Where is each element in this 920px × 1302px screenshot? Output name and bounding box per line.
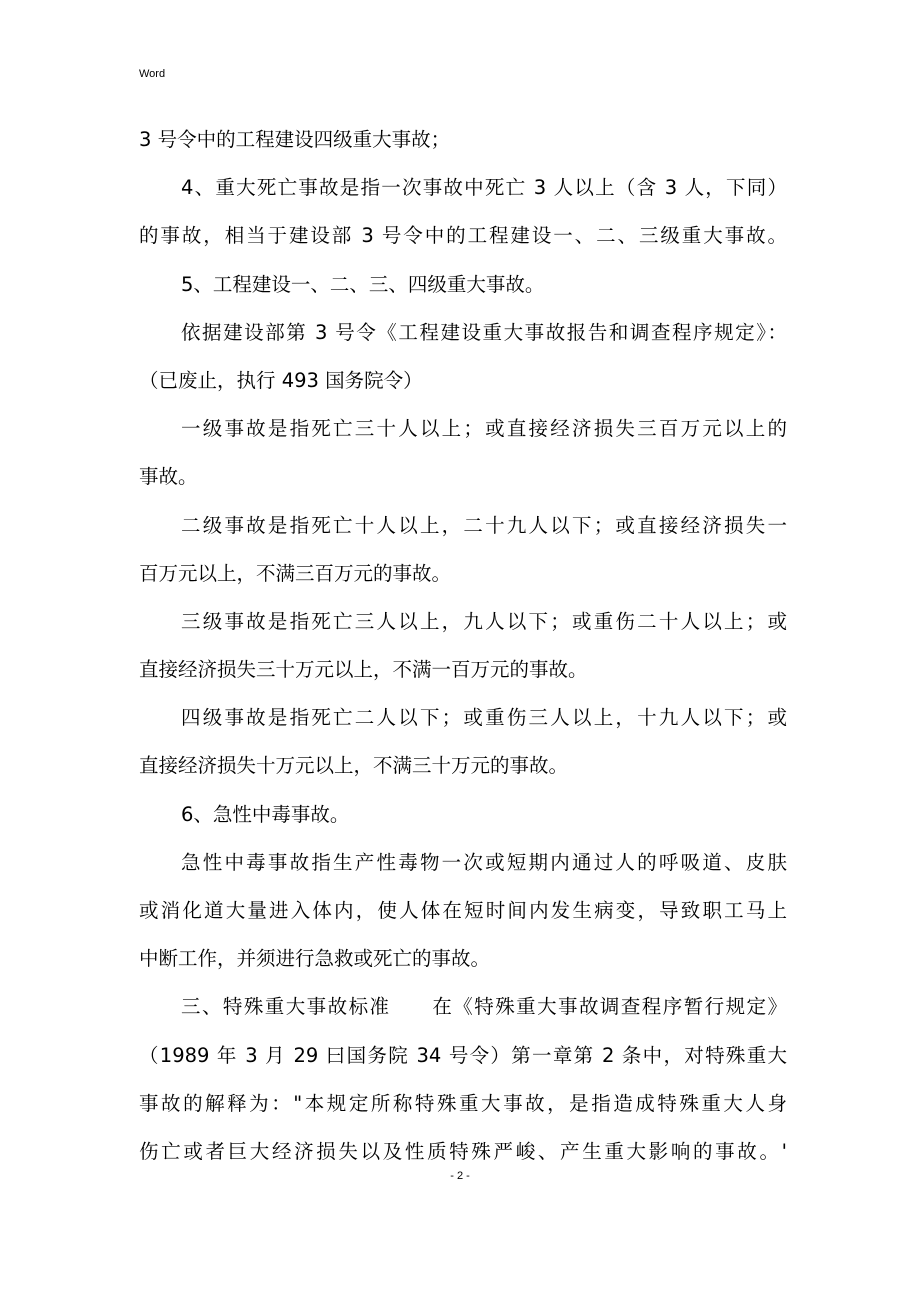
- text-line: 中断工作，并须进行急救或死亡的事故。: [139, 947, 491, 971]
- document-body: [139, 116, 787, 1176]
- text-line: 伤亡或者巨大经济损失以及性质特殊严峻、产生重大影响的事故。': [139, 1139, 787, 1163]
- text-line: 三、特殊重大事故标准 在《特殊重大事故调查程序暂行规定》: [181, 995, 787, 1019]
- text-line: （1989 年 3 月 29 曰国务院 34 号令）第一章第 2 条中，对特殊重大: [139, 1043, 787, 1067]
- text-line: 的事故，相当于建设部 3 号令中的工程建设一、二、三级重大事故。: [139, 224, 787, 248]
- text-line: 3 号令中的工程建设四级重大事故；: [139, 128, 451, 151]
- text-line: 三级事故是指死亡三人以上，九人以下；或重伤二十人以上；或: [181, 609, 787, 633]
- text-line: 或消化道大量进入体内，使人体在短时间内发生病变，导致职工马上: [139, 899, 787, 922]
- text-line: 依据建设部第 3 号令《工程建设重大事故报告和调查程序规定》：: [181, 320, 787, 344]
- page-number: - 2 -: [450, 1170, 470, 1182]
- text-line: 6、急性中毒事故。: [181, 802, 350, 826]
- text-line: 5、工程建设一、二、三、四级重大事故。: [181, 272, 545, 296]
- text-line: 直接经济损失十万元以上，不满三十万元的事故。: [139, 754, 569, 778]
- text-line: （已废止，执行 493 国务院令）: [139, 368, 423, 392]
- text-line: 急性中毒事故指生产性毒物一次或短期内通过人的呼吸道、皮肤: [181, 850, 787, 874]
- text-line: 百万元以上，不满三百万元的事故。: [139, 561, 452, 585]
- text-line: 四级事故是指死亡二人以下；或重伤三人以上，十九人以下；或: [181, 706, 787, 730]
- text-line: 事故的解释为："本规定所称特殊重大事故，是指造成特殊重大人身: [139, 1091, 787, 1115]
- text-line: 4、重大死亡事故是指一次事故中死亡 3 人以上（含 3 人，下同）: [181, 176, 787, 200]
- text-line: 一级事故是指死亡三十人以上；或直接经济损失三百万元以上的: [181, 417, 787, 441]
- text-line: 二级事故是指死亡十人以上，二十九人以下；或直接经济损失一: [181, 513, 787, 537]
- header-label: Word: [139, 68, 166, 80]
- text-line: 直接经济损失三十万元以上，不满一百万元的事故。: [139, 658, 588, 682]
- text-line: 事故。: [139, 465, 198, 489]
